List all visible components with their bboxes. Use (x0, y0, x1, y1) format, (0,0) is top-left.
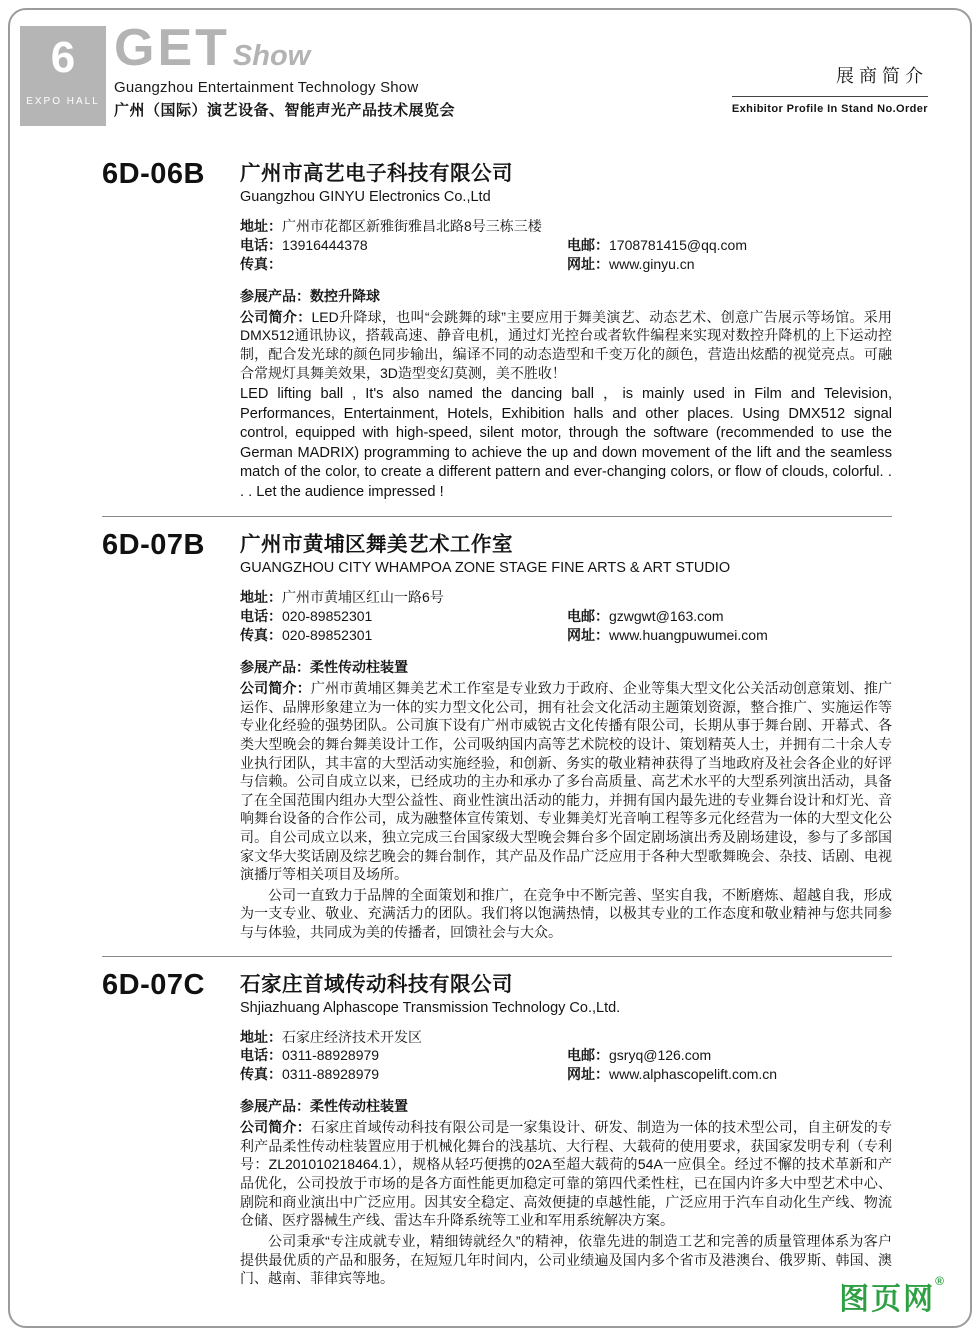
email-value: gsryq@126.com (609, 1047, 712, 1064)
profile-paragraph-cn (240, 308, 892, 382)
phone-value: 13916444378 (282, 236, 368, 253)
website-value: www.huangpuwumei.com (609, 627, 768, 644)
fax-row (240, 1065, 567, 1084)
products-value: 柔性传动柱装置 (310, 659, 408, 676)
page-header (10, 10, 970, 142)
address-row (240, 588, 892, 607)
phone-label: 电话： (240, 608, 282, 625)
phone-value: 0311-88928979 (282, 1047, 380, 1064)
address-value: 广州市花都区新雅街雅昌北路8号三栋三楼 (282, 218, 542, 234)
profile-paragraph-2: 公司一直致力于品牌的全面策划和推广，在竞争中不断完善、坚实自我，不断磨炼、超越自我，形成为一支专业、敬业、充满活力的团队。我们将以饱满热情，以极其专业的工作态度和敬业精神与您共同参与与体验，共同成为美的传播者，回馈社会与大众。 (240, 886, 892, 940)
products-value: 柔性传动柱装置 (310, 1098, 408, 1115)
profile-text: 石家庄首域传动科技有限公司是一家集设计、研发、制造为一体的技术型公司，自主研发的专利产品柔性传动柱装置应用于机械化舞台的浅基坑、大行程、大载荷的使用要求，获国家发明专利（专利号：ZL201010218464.1），规格从轻巧便携的02A至超大载荷的54A一应俱全。经过不懈的技术革新和产品优化，公司投放于市场的是各方面性能更加稳定可靠的第四代柔性柱，已在国内许多大中型艺术中心、剧院和商业演出中广泛应用。因其安全稳定、高效便捷的卓越性能，广泛应用于汽车自动化生产线、物流仓储、医疗器械生产线、雷达车升降系统等工业和军用系统解决方案。 (240, 1119, 892, 1229)
fax-label: 传真： (240, 627, 282, 644)
address-label: 地址： (240, 218, 282, 234)
entry-separator (102, 956, 892, 957)
phone-value: 020-89852301 (282, 608, 373, 625)
fax-value: 0311-88928979 (282, 1066, 380, 1083)
website-value: www.alphascopelift.com.cn (609, 1066, 778, 1083)
profile-paragraph-en: LED lifting ball , It's also named the dancing ball ，is mainly used in Film and Television, Performances, Entertainment, Hotels, Exhibition halls and other places. Using DMX512 signal control, equipped with high-speed, silent motor, through the software (recommended to use the German MADRIX) programming to achieve the up and down movement of the lift and the seamless match of the color, to create a different pattern and ever-changing colors, or flow of clouds, colorful. . . . Let the audience impressed ! (240, 386, 892, 500)
products-label: 参展产品： (240, 287, 310, 304)
email-row (567, 1046, 892, 1065)
email-value: gzwgwt@163.com (609, 608, 724, 625)
stand-number: 6D-07C (102, 968, 205, 1001)
website-label: 网址： (567, 255, 609, 272)
phone-label: 电话： (240, 236, 282, 253)
show-name-cn: 广州（国际）演艺设备、智能声光产品技术展览会 (114, 102, 456, 119)
fax-value: 020-89852301 (282, 627, 373, 644)
contact-block (240, 588, 892, 645)
profile-text: 广州市黄埔区舞美艺术工作室是专业致力于政府、企业等集大型文化公关活动创意策划、推广运作、品牌形象建立为一体的实力型文化公司，拥有社会文化活动主题策划资源，整合推广、实施运作等专业化经验的强势团队。公司旗下设有广州市威锐古文化传播有限公司，长期从事于舞台剧、开幕式、各类大型晚会的舞台舞美设计工作，公司吸纳国内高等艺术院校的设计、策划精英人士，并拥有二十余人专业执行团队，其丰富的大型活动实施经验，和创新、务实的敬业精神获得了当地政府及社会各企业的好评与信赖。公司自成立以来，已经成功的主办和承办了多台高质量、高艺术水平的大型系列演出活动，具备了在全国范围内组办大型公益性、商业性演出活动的能力，并拥有国内最先进的专业舞台设计和灯光、音响舞台设备的合作公司，成为融整体宣传策划、专业舞美灯光音响工程等多元化经营为一体的大型文化公司。自公司成立以来，独立完成三台国家级大型晚会舞台多个固定剧场演出秀及剧场建设，参与了多部国家文华大奖话剧及综艺晚会的舞台制作，其产品及作品广泛应用于各种大型歌舞晚会、杂技、话剧、电视演播厅等相关项目及场所。 (240, 680, 892, 883)
phone-label: 电话： (240, 1047, 282, 1064)
profile-label: 公司简介： (240, 308, 312, 325)
profile-text: LED升降球，也叫“会跳舞的球”主要应用于舞美演艺、动态艺术、创意广告展示等场馆。采用DMX512通讯协议，搭载高速、静音电机，通过灯光控台或者软件编程来实现对数控升降机的上下运动控制，配合发光球的颜色同步输出，编译不同的动态造型和千变万化的颜色，营造出炫酷的视觉亮点。可融合常规灯具舞美效果，3D造型变幻莫测，美不胜收！ (240, 308, 893, 381)
company-name-en: GUANGZHOU CITY WHAMPOA ZONE STAGE FINE ARTS & ART STUDIO (240, 560, 731, 577)
email-label: 电邮： (567, 608, 609, 625)
products-row (240, 286, 892, 306)
exhibitor-entry-6D-07C (102, 967, 892, 1288)
logo-show-text: Show (232, 40, 311, 72)
fax-row (240, 626, 567, 645)
email-row (567, 236, 892, 255)
fax-row (240, 255, 567, 274)
fax-label: 传真： (240, 255, 282, 272)
website-value: www.ginyu.cn (609, 255, 695, 272)
address-label: 地址： (240, 1028, 282, 1045)
logo-area (114, 19, 456, 120)
address-label: 地址： (240, 589, 282, 606)
products-value: 数控升降球 (310, 287, 380, 304)
exhibitor-info (240, 156, 892, 502)
company-name-cn: 广州市高艺电子科技有限公司 (240, 162, 513, 185)
hall-badge (20, 26, 106, 126)
phone-row (240, 236, 567, 255)
contact-block (240, 1028, 892, 1085)
watermark-text: 图页网 (839, 1283, 936, 1316)
address-row (240, 1028, 892, 1047)
watermark-logo (839, 1274, 944, 1318)
profile-paragraph-1 (240, 1118, 892, 1230)
profile-label: 公司简介： (240, 1119, 311, 1136)
logo-get-text: GET (114, 19, 230, 77)
exhibitor-entry-6D-06B (102, 156, 892, 502)
products-label: 参展产品： (240, 659, 310, 676)
registered-mark: ® (935, 1274, 944, 1288)
profile-label: 公司简介： (240, 680, 311, 697)
exhibitor-entry-6D-07B (102, 527, 892, 941)
products-row (240, 1096, 892, 1116)
products-row (240, 657, 892, 677)
entry-separator (102, 516, 892, 517)
catalog-page (8, 8, 972, 1328)
section-header (732, 62, 928, 115)
exhibitor-info (240, 967, 892, 1288)
company-name-cn: 广州市黄埔区舞美艺术工作室 (240, 533, 513, 557)
exhibitor-info (240, 527, 892, 941)
exhibitor-list (10, 142, 970, 1288)
company-name-en: Guangzhou GINYU Electronics Co.,Ltd (240, 189, 491, 205)
website-row (567, 1065, 892, 1084)
fax-label: 传真： (240, 1066, 282, 1083)
email-value: 1708781415@qq.com (609, 236, 747, 253)
address-row (240, 217, 892, 236)
email-label: 电邮： (567, 1047, 609, 1064)
section-title-en: Exhibitor Profile In Stand No.Order (732, 96, 928, 115)
products-label: 参展产品： (240, 1098, 310, 1115)
hall-number: 6 (50, 33, 76, 82)
company-name-en: Shjiazhuang Alphascope Transmission Technology Co.,Ltd. (240, 999, 621, 1016)
profile-paragraph-2: 公司秉承“专注成就专业，精细铸就经久”的精神，依靠先进的制造工艺和完善的质量管理体系为客户提供最优质的产品和服务，在短短几年时间内，公司业绩遍及国内多个省市及港澳台、俄罗斯、韩国、澳门、越南、菲律宾等地。 (240, 1232, 892, 1287)
website-row (567, 255, 892, 274)
phone-row (240, 1046, 567, 1065)
show-name-en: Guangzhou Entertainment Technology Show (114, 79, 419, 96)
website-row (567, 626, 892, 645)
contact-block (240, 217, 892, 274)
email-row (567, 607, 892, 626)
stand-number: 6D-07B (102, 529, 205, 562)
section-title-cn: 展商简介 (836, 66, 928, 86)
company-name-cn: 石家庄首域传动科技有限公司 (240, 972, 513, 996)
get-show-logo (114, 19, 455, 77)
profile-paragraph-1 (240, 679, 892, 884)
website-label: 网址： (567, 1066, 609, 1083)
phone-row (240, 607, 567, 626)
stand-number: 6D-06B (102, 158, 205, 190)
address-value: 石家庄经济技术开发区 (282, 1028, 422, 1045)
hall-label: EXPO HALL (26, 96, 100, 107)
address-value: 广州市黄埔区红山一路6号 (282, 589, 444, 606)
website-label: 网址： (567, 627, 609, 644)
email-label: 电邮： (567, 236, 609, 253)
